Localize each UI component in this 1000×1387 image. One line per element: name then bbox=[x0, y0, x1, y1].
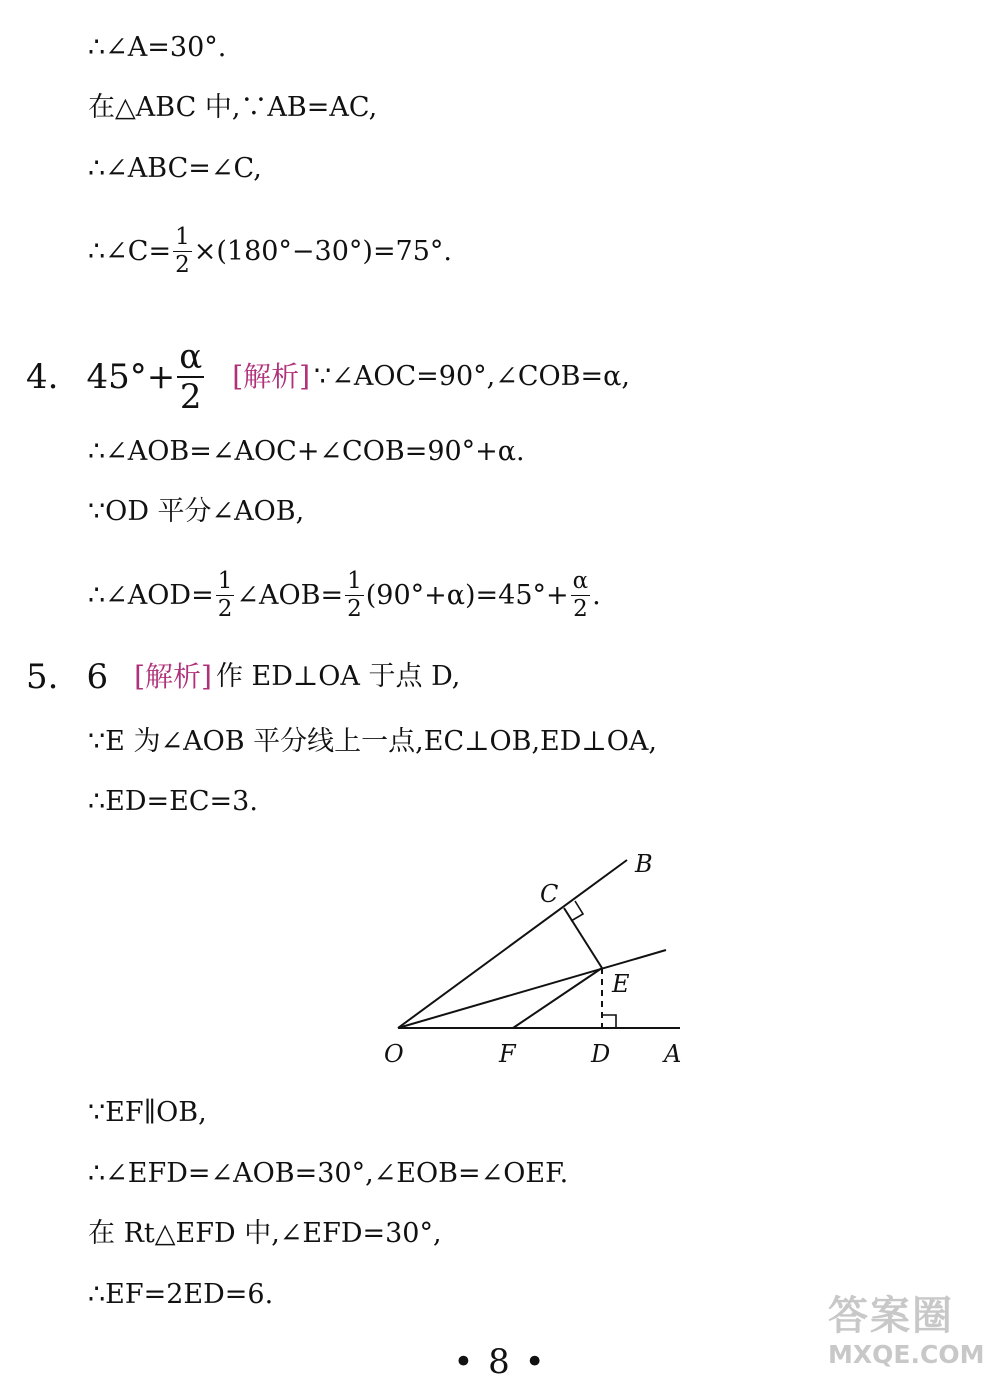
label-c: C bbox=[540, 880, 559, 908]
text-segment: ×(180°−30°)=75°. bbox=[193, 235, 453, 267]
label-f: F bbox=[499, 1040, 516, 1068]
label-b: B bbox=[635, 850, 653, 878]
analysis-tag: [解析] bbox=[232, 360, 311, 393]
solution-line: 在 Rt△EFD 中,∠EFD=30°, bbox=[88, 1218, 442, 1249]
text-segment: (90°+α)=45°+ bbox=[365, 579, 569, 611]
label-o: O bbox=[384, 1040, 404, 1068]
question-4-header bbox=[26, 337, 630, 417]
analysis-text: ∵∠AOC=90°,∠COB=α, bbox=[314, 361, 630, 392]
solution-line: ∴∠EFD=∠AOB=30°,∠EOB=∠OEF. bbox=[88, 1158, 569, 1189]
site-watermark bbox=[828, 1292, 996, 1384]
solution-line: ∵OD 平分∠AOB, bbox=[88, 496, 305, 527]
solution-line-equal-angles: ∴∠ABC=∠C, bbox=[88, 153, 262, 184]
label-d: D bbox=[591, 1040, 611, 1068]
fraction-denominator: 2 bbox=[347, 596, 362, 622]
text-segment: ∴∠AOD= bbox=[88, 579, 214, 611]
label-a: A bbox=[664, 1040, 682, 1068]
fraction bbox=[173, 226, 192, 277]
solution-line: ∴∠AOB=∠AOC+∠COB=90°+α. bbox=[88, 436, 525, 467]
segment-ec bbox=[564, 908, 602, 968]
fraction-denominator: 2 bbox=[217, 596, 233, 622]
answer-text: 45°+ bbox=[86, 357, 176, 397]
solution-line: ∴ED=EC=3. bbox=[88, 786, 258, 817]
solution-line: ∵EF∥OB, bbox=[88, 1097, 207, 1128]
fraction-numerator: α bbox=[572, 568, 589, 594]
fraction bbox=[216, 570, 235, 621]
question-number: 4. bbox=[26, 357, 59, 397]
solution-line-angle-a: ∴∠A=30°. bbox=[88, 32, 227, 63]
right-angle-mark-c bbox=[571, 901, 583, 921]
fraction-denominator: 2 bbox=[179, 377, 202, 417]
right-angle-mark-d bbox=[602, 1015, 616, 1028]
segment-ef bbox=[513, 968, 602, 1028]
answer bbox=[86, 337, 206, 417]
answer-fraction bbox=[177, 337, 204, 417]
question-number: 5. bbox=[26, 657, 59, 697]
ray-ob bbox=[398, 860, 627, 1028]
solution-line-angle-aod bbox=[88, 570, 601, 621]
analysis-text: 作 ED⊥OA 于点 D, bbox=[215, 661, 461, 692]
watermark-url: MXQE.COM bbox=[828, 1340, 985, 1369]
page-number: • 8 • bbox=[453, 1342, 547, 1382]
fraction-denominator: 2 bbox=[573, 596, 588, 622]
text-segment: ∴∠C= bbox=[88, 235, 172, 267]
solution-line: ∵E 为∠AOB 平分线上一点,EC⊥OB,ED⊥OA, bbox=[88, 726, 658, 757]
fraction-numerator: 1 bbox=[175, 224, 190, 250]
text-segment: ∠AOB= bbox=[236, 579, 344, 611]
watermark-logo-text: 答案圈 bbox=[828, 1293, 954, 1339]
solution-line-angle-c bbox=[88, 226, 452, 277]
text-segment: . bbox=[592, 579, 601, 611]
fraction-numerator: 1 bbox=[217, 568, 233, 594]
fraction-denominator: 2 bbox=[175, 252, 190, 278]
analysis-tag: [解析] bbox=[134, 660, 212, 693]
geometry-figure bbox=[380, 840, 700, 1080]
fraction-numerator: 1 bbox=[347, 568, 362, 594]
question-5-header bbox=[26, 657, 460, 697]
solution-line-isosceles: 在△ABC 中,∵AB=AC, bbox=[88, 92, 378, 123]
fraction bbox=[571, 570, 591, 621]
fraction-numerator: α bbox=[179, 337, 203, 377]
solution-line: ∴EF=2ED=6. bbox=[88, 1279, 274, 1310]
fraction bbox=[345, 570, 364, 621]
answer: 6 bbox=[86, 657, 109, 697]
label-e: E bbox=[612, 970, 630, 998]
